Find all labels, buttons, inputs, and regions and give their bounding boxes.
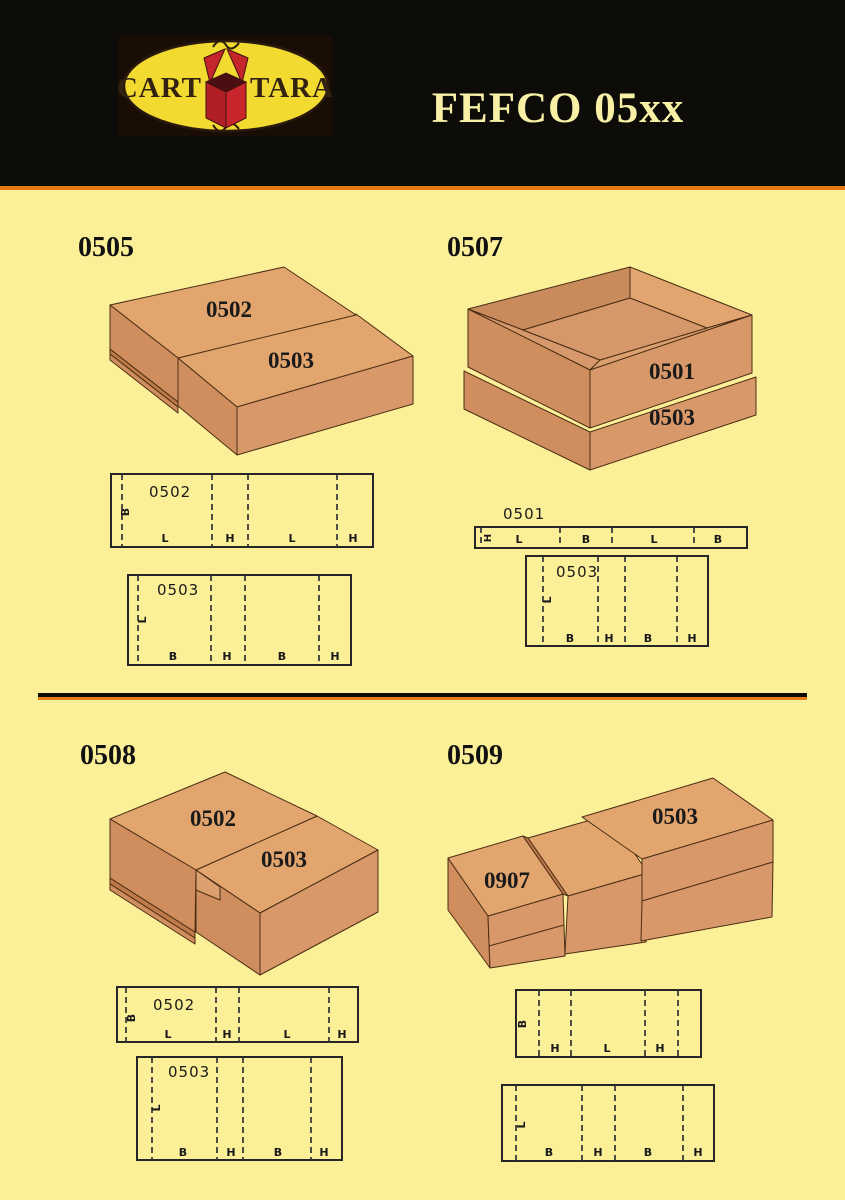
panel-letter: H	[655, 1042, 665, 1055]
panel-letter: B	[273, 1146, 283, 1159]
box-part-label: 0503	[649, 405, 695, 430]
blank-code: 0503	[556, 563, 599, 581]
panel-letter: L	[288, 532, 296, 545]
box-illustration-0508	[95, 760, 425, 985]
flat-blank-0509-2	[495, 1080, 723, 1170]
blank-code: 0503	[157, 581, 200, 599]
flat-blank-0507-0501	[465, 500, 760, 555]
section-heading-0505: 0505	[78, 232, 134, 263]
panel-letter: H	[319, 1146, 329, 1159]
box-illustration-0507	[450, 255, 780, 480]
panel-letter: L	[603, 1042, 611, 1055]
flat-blank-0508-0503	[130, 1050, 355, 1170]
flat-blank-0505-0502	[105, 468, 385, 558]
panel-letter: H	[222, 1028, 232, 1041]
blank-code: 0502	[153, 996, 196, 1014]
panel-letter: B	[119, 507, 132, 517]
panel-letter: B	[581, 533, 591, 546]
panel-letter: H	[226, 1146, 236, 1159]
panel-letter: B	[565, 632, 575, 645]
panel-letter: H	[604, 632, 614, 645]
logo-text-left: CART	[116, 72, 202, 104]
blank-code: 0503	[168, 1063, 211, 1081]
panel-letter: H	[483, 533, 494, 543]
panel-letter: B	[544, 1146, 554, 1159]
panel-letter: H	[330, 650, 340, 663]
panel-letter: H	[222, 650, 232, 663]
section-heading-0507: 0507	[447, 232, 503, 263]
panel-letter: H	[225, 532, 235, 545]
panel-letter: L	[515, 1121, 528, 1129]
panel-letter: B	[516, 1019, 529, 1029]
box-part-label: 0503	[652, 804, 698, 829]
panel-letter: H	[348, 532, 358, 545]
header-accent-line	[0, 186, 845, 190]
panel-letter: B	[277, 650, 287, 663]
panel-letter: L	[515, 533, 523, 546]
section-heading-0509: 0509	[447, 740, 503, 771]
logo-text-right: TARA	[250, 72, 335, 104]
panel-letter: H	[693, 1146, 703, 1159]
box-part-label: 0502	[190, 806, 236, 831]
panel-letter: L	[164, 1028, 172, 1041]
panel-letter: B	[643, 632, 653, 645]
box-part-label: 0907	[484, 868, 530, 893]
brand-logo	[116, 36, 335, 136]
box-illustration-0505	[95, 255, 425, 470]
panel-letter: L	[650, 533, 658, 546]
box-part-label: 0501	[649, 359, 695, 384]
box-part-label: 0503	[261, 847, 307, 872]
panel-letter: L	[283, 1028, 291, 1041]
flat-blank-0509-1	[510, 985, 710, 1065]
blank-code: 0501	[503, 505, 546, 523]
section-heading-0508: 0508	[80, 740, 136, 771]
section-divider-accent	[38, 697, 807, 700]
panel-letter: H	[593, 1146, 603, 1159]
panel-letter: B	[125, 1013, 138, 1023]
panel-letter: L	[541, 596, 554, 604]
panel-letter: L	[161, 532, 169, 545]
panel-letter: L	[150, 1104, 163, 1112]
flat-blank-0508-0502	[110, 982, 370, 1052]
panel-letter: H	[337, 1028, 347, 1041]
panel-letter: B	[713, 533, 723, 546]
box-illustration-0509	[445, 760, 840, 990]
panel-letter: B	[178, 1146, 188, 1159]
box-part-label: 0503	[268, 348, 314, 373]
panel-letter: B	[168, 650, 178, 663]
panel-letter: H	[550, 1042, 560, 1055]
page-title: FEFCO 05xx	[431, 85, 685, 132]
box-part-label: 0502	[206, 297, 252, 322]
panel-letter: H	[687, 632, 697, 645]
blank-code: 0502	[149, 483, 192, 501]
flat-blank-0505-0503	[120, 568, 365, 673]
panel-letter: B	[643, 1146, 653, 1159]
flat-blank-0507-0503	[520, 550, 720, 655]
panel-letter: L	[136, 616, 149, 624]
